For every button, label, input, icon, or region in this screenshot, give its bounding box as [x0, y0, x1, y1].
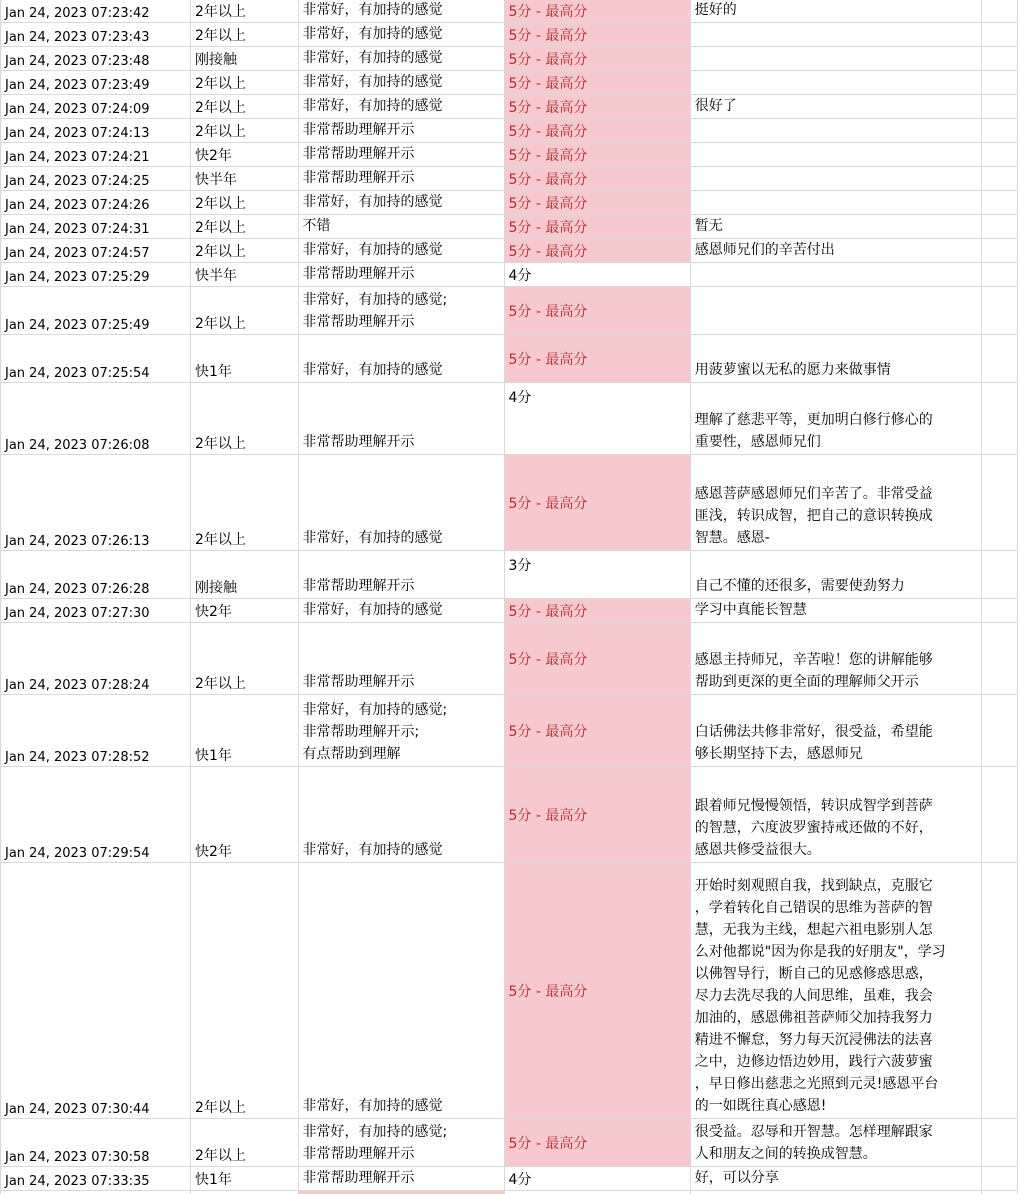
table-row [1, 1191, 1018, 1194]
extra-cell[interactable] [982, 287, 1018, 335]
comment-cell[interactable] [690, 143, 982, 167]
score-cell[interactable]: 5分 - 最高分 [504, 335, 690, 383]
extra-cell[interactable] [982, 1191, 1018, 1194]
experience-cell[interactable]: 2年以上 [190, 0, 298, 23]
table-row [1, 119, 1018, 143]
comment-line: 以佛智导行，断自己的见惑修惑思惑， [694, 966, 933, 982]
extra-cell[interactable] [982, 239, 1018, 263]
experience-cell[interactable]: 刚接触 [190, 551, 298, 599]
feeling-line: 非常帮助理解开示 [302, 674, 415, 690]
comment-line: 用菠萝蜜以无私的愿力来做事情 [694, 362, 891, 378]
table-row [1, 455, 1018, 551]
comment-cell[interactable] [690, 263, 982, 287]
feeling-line: 非常好，有加持的感觉 [302, 50, 443, 66]
score-cell[interactable]: 5分 - 最高分 [504, 191, 690, 215]
score-cell[interactable]: 5分 - 最高分 [504, 23, 690, 47]
score-cell[interactable]: 5分 - 最高分 [504, 95, 690, 119]
timestamp-cell[interactable]: Jan 24, 2023 07:24:25 [1, 167, 191, 191]
feeling-cell[interactable] [298, 143, 504, 167]
feeling-line: 非常帮助理解开示 [302, 266, 415, 282]
feeling-cell[interactable] [298, 287, 504, 335]
comment-cell[interactable] [690, 551, 982, 599]
score-cell[interactable]: 4分 [504, 263, 690, 287]
feeling-cell[interactable] [298, 0, 504, 23]
comment-cell[interactable] [690, 239, 982, 263]
extra-cell[interactable] [982, 71, 1018, 95]
comment-line: 的一如既往真心感恩! [694, 1098, 827, 1114]
score-cell[interactable]: 5分 - 最高分 [504, 239, 690, 263]
feeling-line: 非常好，有加持的感觉; [302, 292, 448, 308]
score-cell[interactable]: 5分 - 最高分 [504, 143, 690, 167]
table-row [1, 1167, 1018, 1191]
comment-line: 帮助到更深的更全面的理解师父开示 [694, 674, 919, 690]
comment-line: 感恩共修受益很大。 [694, 842, 821, 858]
extra-cell[interactable] [982, 215, 1018, 239]
table-row [1, 599, 1018, 623]
feeling-cell[interactable] [298, 167, 504, 191]
feeling-line: 非常帮助理解开示; [302, 724, 420, 740]
comment-line: 感恩主持师兄，辛苦啦！您的讲解能够 [694, 652, 933, 668]
extra-cell[interactable] [982, 119, 1018, 143]
table-row [1, 623, 1018, 695]
comment-cell[interactable] [690, 1191, 982, 1194]
comment-line: 智慧。感恩- [694, 530, 770, 546]
comment-cell[interactable] [690, 767, 982, 863]
comment-cell[interactable] [690, 383, 982, 455]
timestamp-cell[interactable]: Jan 24, 2023 07:24:09 [1, 95, 191, 119]
table-row [1, 551, 1018, 599]
comment-cell[interactable] [690, 1119, 982, 1167]
feeling-cell[interactable] [298, 1191, 504, 1194]
feeling-cell[interactable] [298, 47, 504, 71]
feeling-cell[interactable] [298, 71, 504, 95]
table-row [1, 95, 1018, 119]
extra-cell[interactable] [982, 191, 1018, 215]
feeling-line: 非常好，有加持的感觉 [302, 530, 443, 546]
score-cell[interactable]: 5分 - 最高分 [504, 167, 690, 191]
timestamp-cell[interactable]: Jan 24, 2023 07:23:49 [1, 71, 191, 95]
table-row [1, 767, 1018, 863]
feeling-line: 非常好，有加持的感觉 [302, 98, 443, 114]
comment-cell[interactable] [690, 119, 982, 143]
comment-line: 慧，无我为主线，想起六祖电影别人怎 [694, 922, 933, 938]
score-cell[interactable]: 5分 - 最高分 [504, 47, 690, 71]
experience-cell[interactable]: 2年以上 [190, 23, 298, 47]
extra-cell[interactable] [982, 335, 1018, 383]
experience-cell[interactable]: 2年以上 [190, 287, 298, 335]
table-row [1, 335, 1018, 383]
experience-cell[interactable]: 2年以上 [190, 215, 298, 239]
feeling-line: 非常好，有加持的感觉 [302, 2, 443, 18]
comment-line: 加油的，感恩佛祖菩萨师父加持我努力 [694, 1010, 933, 1026]
timestamp-cell[interactable]: Jan 24, 2023 07:24:26 [1, 191, 191, 215]
experience-cell[interactable]: 2年以上 [190, 1119, 298, 1167]
table-row [1, 215, 1018, 239]
comment-cell[interactable] [690, 1167, 982, 1191]
feeling-cell[interactable] [298, 263, 504, 287]
extra-cell[interactable] [982, 455, 1018, 551]
timestamp-cell[interactable]: Jan 24, 2023 07:26:28 [1, 551, 191, 599]
table-row [1, 143, 1018, 167]
feeling-line: 非常帮助理解开示 [302, 170, 415, 186]
timestamp-cell[interactable]: Jan 24, 2023 07:30:58 [1, 1119, 191, 1167]
feeling-line: 非常好，有加持的感觉 [302, 194, 443, 210]
experience-cell[interactable]: 快半年 [190, 167, 298, 191]
timestamp-cell[interactable]: Jan 24, 2023 07:26:08 [1, 383, 191, 455]
score-cell[interactable]: 5分 - 最高分 [504, 623, 690, 695]
feeling-line: 非常好，有加持的感觉 [302, 74, 443, 90]
extra-cell[interactable] [982, 23, 1018, 47]
comment-cell[interactable] [690, 287, 982, 335]
comment-line: 跟着师兄慢慢领悟，转识成智学到菩萨 [694, 798, 933, 814]
comment-line: ，学着转化自己错误的思维为菩萨的智 [694, 900, 933, 916]
score-cell[interactable]: 5分 - 最高分 [504, 599, 690, 623]
feeling-line: 非常好，有加持的感觉 [302, 242, 443, 258]
feeling-cell[interactable] [298, 335, 504, 383]
feeling-line: 非常好，有加持的感觉 [302, 602, 443, 618]
comment-cell[interactable] [690, 599, 982, 623]
comment-line: 好，可以分享 [694, 1170, 779, 1186]
feeling-cell[interactable] [298, 191, 504, 215]
score-cell[interactable]: 5分 - 最高分 [504, 71, 690, 95]
feeling-line: 非常帮助理解开示 [302, 1146, 415, 1162]
experience-cell[interactable]: 2年以上 [190, 95, 298, 119]
experience-cell[interactable]: 快1年 [190, 1167, 298, 1191]
score-cell[interactable]: 5分 - 最高分 [504, 215, 690, 239]
comment-cell[interactable] [690, 47, 982, 71]
experience-cell[interactable]: 2年以上 [190, 863, 298, 1119]
extra-cell[interactable] [982, 863, 1018, 1119]
extra-cell[interactable] [982, 623, 1018, 695]
timestamp-cell[interactable]: Jan 24, 2023 07:24:13 [1, 119, 191, 143]
feeling-line: 非常帮助理解开示 [302, 1170, 415, 1186]
timestamp-cell[interactable]: Jan 24, 2023 07:33:35 [1, 1167, 191, 1191]
feeling-line: 非常好，有加持的感觉 [302, 842, 443, 858]
extra-cell[interactable] [982, 383, 1018, 455]
extra-cell[interactable] [982, 551, 1018, 599]
table-row [1, 383, 1018, 455]
timestamp-cell[interactable]: Jan 24, 2023 07:23:48 [1, 47, 191, 71]
comment-line: 很好了 [694, 98, 737, 114]
comment-cell[interactable] [690, 695, 982, 767]
timestamp-cell[interactable]: Jan 24, 2023 07:28:24 [1, 623, 191, 695]
experience-cell[interactable]: 快2年 [190, 767, 298, 863]
experience-cell[interactable]: 2年以上 [190, 455, 298, 551]
timestamp-cell[interactable]: Jan 24, 2023 07:27:30 [1, 599, 191, 623]
comment-line: 暂无 [694, 218, 723, 234]
extra-cell[interactable] [982, 767, 1018, 863]
comment-line: 么对他都说"因为你是我的好朋友"，学习 [694, 944, 946, 960]
timestamp-cell[interactable]: Jan 24, 2023 07:29:54 [1, 767, 191, 863]
experience-cell[interactable]: 快1年 [190, 695, 298, 767]
comment-cell[interactable] [690, 167, 982, 191]
experience-cell[interactable]: 2年以上 [190, 191, 298, 215]
comment-line: 开始时刻观照自我，找到缺点，克服它 [694, 878, 933, 894]
feeling-cell[interactable] [298, 551, 504, 599]
extra-cell[interactable] [982, 143, 1018, 167]
comment-line: 够长期坚持下去，感恩师兄 [694, 746, 863, 762]
feeling-cell[interactable] [298, 239, 504, 263]
extra-cell[interactable] [982, 1167, 1018, 1191]
score-cell[interactable]: 5分 - 最高分 [504, 287, 690, 335]
extra-cell[interactable] [982, 95, 1018, 119]
feeling-cell[interactable] [298, 695, 504, 767]
extra-cell[interactable] [982, 263, 1018, 287]
feeling-line: 非常帮助理解开示 [302, 122, 415, 138]
extra-cell[interactable] [982, 167, 1018, 191]
comment-cell[interactable] [690, 95, 982, 119]
feeling-line: 非常好，有加持的感觉 [302, 1098, 443, 1114]
experience-cell[interactable]: 快半年 [190, 263, 298, 287]
comment-line: 自己不懂的还很多，需要使劲努力 [694, 578, 905, 594]
experience-cell[interactable]: 快2年 [190, 143, 298, 167]
comment-cell[interactable] [690, 215, 982, 239]
extra-cell[interactable] [982, 599, 1018, 623]
comment-line: 感恩师兄们的辛苦付出 [694, 242, 835, 258]
table-row [1, 191, 1018, 215]
comment-cell[interactable] [690, 335, 982, 383]
comment-line: 人和朋友之间的转换成智慧。 [694, 1146, 877, 1162]
table-row [1, 47, 1018, 71]
comment-line: 很受益。忍辱和开智慧。怎样理解跟家 [694, 1124, 933, 1140]
score-cell[interactable] [504, 1191, 690, 1194]
comment-line: 之中，边修边悟边妙用，践行六菠萝蜜 [694, 1054, 933, 1070]
feeling-cell[interactable] [298, 455, 504, 551]
feeling-cell[interactable] [298, 1167, 504, 1191]
experience-cell[interactable]: 刚接触 [190, 47, 298, 71]
feeling-cell[interactable] [298, 1119, 504, 1167]
feeling-line: 不错 [302, 218, 331, 234]
experience-cell[interactable] [190, 1191, 298, 1194]
table-row [1, 287, 1018, 335]
comment-cell[interactable] [690, 863, 982, 1119]
table-row [1, 71, 1018, 95]
comment-cell[interactable] [690, 23, 982, 47]
feeling-line: 非常好，有加持的感觉 [302, 26, 443, 42]
experience-cell[interactable]: 快1年 [190, 335, 298, 383]
experience-cell[interactable]: 2年以上 [190, 119, 298, 143]
feeling-cell[interactable] [298, 767, 504, 863]
feeling-line: 非常帮助理解开示 [302, 146, 415, 162]
experience-cell[interactable]: 2年以上 [190, 71, 298, 95]
score-cell[interactable]: 5分 - 最高分 [504, 119, 690, 143]
experience-cell[interactable]: 2年以上 [190, 239, 298, 263]
score-cell[interactable]: 4分 [504, 1167, 690, 1191]
feeling-line: 非常好，有加持的感觉; [302, 1124, 448, 1140]
table-row [1, 167, 1018, 191]
table-row [1, 263, 1018, 287]
comment-line: 理解了慈悲平等，更加明白修行修心的 [694, 412, 933, 428]
extra-cell[interactable] [982, 0, 1018, 23]
table-row [1, 1119, 1018, 1167]
extra-cell[interactable] [982, 695, 1018, 767]
score-cell[interactable]: 5分 - 最高分 [504, 863, 690, 1119]
comment-line: 感恩菩萨感恩师兄们辛苦了。非常受益 [694, 486, 933, 502]
comment-line: 尽力去洗尽我的人间思维，虽难，我会 [694, 988, 933, 1004]
feeling-line: 非常帮助理解开示 [302, 314, 415, 330]
experience-cell[interactable]: 快2年 [190, 599, 298, 623]
feeling-cell[interactable] [298, 623, 504, 695]
timestamp-cell[interactable]: Jan 24, 2023 07:24:31 [1, 215, 191, 239]
score-cell[interactable]: 5分 - 最高分 [504, 0, 690, 23]
timestamp-cell[interactable]: Jan 24, 2023 07:23:43 [1, 23, 191, 47]
timestamp-cell[interactable]: Jan 24, 2023 07:24:21 [1, 143, 191, 167]
feeling-line: 非常好，有加持的感觉; [302, 702, 448, 718]
timestamp-cell[interactable]: Jan 24, 2023 07:24:57 [1, 239, 191, 263]
feeling-line: 有点帮助到理解 [302, 746, 401, 762]
comment-cell[interactable] [690, 0, 982, 23]
comment-line: ，早日修出慈悲之光照到元灵!感恩平台 [694, 1076, 939, 1092]
timestamp-cell[interactable]: Jan 24, 2023 07:30:44 [1, 863, 191, 1119]
timestamp-cell[interactable]: Jan 24, 2023 07:25:49 [1, 287, 191, 335]
feeling-cell[interactable] [298, 119, 504, 143]
extra-cell[interactable] [982, 1119, 1018, 1167]
table-row [1, 695, 1018, 767]
table-row [1, 239, 1018, 263]
score-cell[interactable]: 5分 - 最高分 [504, 767, 690, 863]
timestamp-cell[interactable]: Jan 24, 2023 07:25:54 [1, 335, 191, 383]
experience-cell[interactable]: 2年以上 [190, 623, 298, 695]
extra-cell[interactable] [982, 47, 1018, 71]
comment-line: 匪浅，转识成智，把自己的意识转换成 [694, 508, 933, 524]
comment-cell[interactable] [690, 191, 982, 215]
table-row [1, 863, 1018, 1119]
score-cell[interactable]: 4分 [504, 383, 690, 455]
table-row [1, 23, 1018, 47]
feeling-cell[interactable] [298, 215, 504, 239]
comment-cell[interactable] [690, 455, 982, 551]
feeling-cell[interactable] [298, 23, 504, 47]
feeling-cell[interactable] [298, 383, 504, 455]
comment-line: 学习中真能长智慧 [694, 602, 807, 618]
comment-line: 精进不懈怠，努力每天沉浸佛法的法喜 [694, 1032, 933, 1048]
timestamp-cell[interactable]: Jan 24, 2023 07:28:52 [1, 695, 191, 767]
feeling-line: 非常帮助理解开示 [302, 434, 415, 450]
timestamp-cell[interactable]: Jan 24, 2023 07:23:42 [1, 0, 191, 23]
comment-cell[interactable] [690, 623, 982, 695]
score-cell[interactable]: 5分 - 最高分 [504, 1119, 690, 1167]
timestamp-cell[interactable]: Jan 24, 2023 07:26:13 [1, 455, 191, 551]
comment-line: 重要性，感恩师兄们 [694, 434, 821, 450]
comment-line: 白话佛法共修非常好，很受益，希望能 [694, 724, 933, 740]
feeling-cell[interactable] [298, 863, 504, 1119]
experience-cell[interactable]: 2年以上 [190, 383, 298, 455]
comment-line: 挺好的 [694, 2, 737, 18]
comment-line: 的智慧，六度波罗蜜持戒还做的不好， [694, 820, 933, 836]
score-cell[interactable]: 5分 - 最高分 [504, 455, 690, 551]
feeling-cell[interactable] [298, 95, 504, 119]
timestamp-cell[interactable] [1, 1191, 191, 1194]
table-row [1, 0, 1018, 23]
feeling-line: 非常帮助理解开示 [302, 578, 415, 594]
score-cell[interactable]: 3分 [504, 551, 690, 599]
score-cell[interactable]: 5分 - 最高分 [504, 695, 690, 767]
timestamp-cell[interactable]: Jan 24, 2023 07:25:29 [1, 263, 191, 287]
feeling-cell[interactable] [298, 599, 504, 623]
comment-cell[interactable] [690, 71, 982, 95]
feeling-line: 非常好，有加持的感觉 [302, 362, 443, 378]
